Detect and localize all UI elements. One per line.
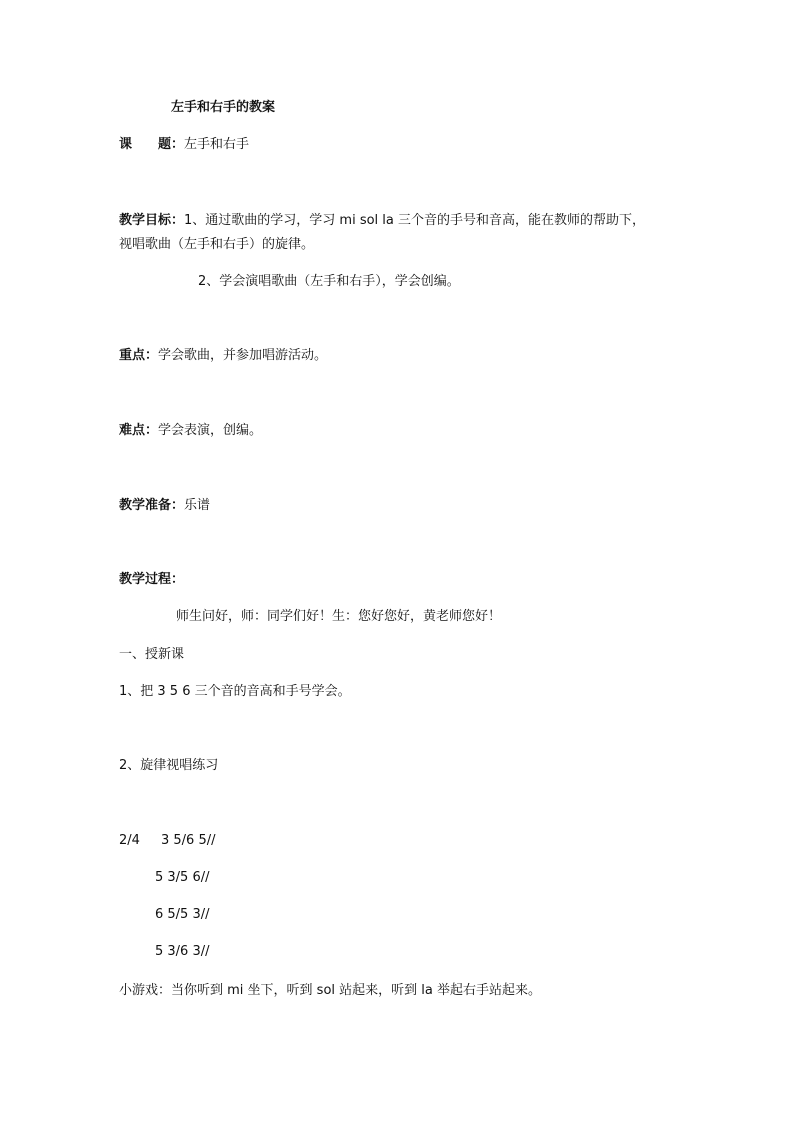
melody-line-1: 3 5/6 5//: [161, 833, 216, 848]
goal-1-line-2: 视唱歌曲（左手和右手）的旋律。: [119, 237, 315, 252]
topic-value: 左手和右手: [184, 137, 250, 152]
goals-row: [119, 212, 645, 230]
key-point-label: 重点：: [119, 348, 159, 363]
topic-row: [119, 136, 249, 154]
goals-label: 教学目标：: [119, 213, 185, 228]
key-point-value: 学会歌曲，并参加唱游活动。: [158, 348, 328, 363]
document-title: 左手和右手的教案: [171, 100, 276, 115]
step-2: 2、旋律视唱练习: [119, 758, 219, 773]
preparation-label: 教学准备：: [119, 498, 185, 513]
greeting-line: 师生问好，师：同学们好！生：您好您好，黄老师您好！: [176, 609, 502, 624]
topic-label: 课 题：: [119, 137, 185, 152]
difficulty-value: 学会表演，创编。: [158, 423, 263, 438]
preparation-value: 乐谱: [184, 498, 211, 513]
goal-1-line-1: 1、通过歌曲的学习，学习 mi sol la 三个音的手号和音高，能在教师的帮助下，: [184, 213, 646, 228]
melody-line-3: 6 5/5 3//: [155, 907, 210, 922]
preparation-row: [119, 497, 210, 515]
melody-line-2: 5 3/5 6//: [155, 870, 210, 885]
game-line: 小游戏：当你听到 mi 坐下，听到 sol 站起来，听到 la 举起右手站起来。: [119, 983, 541, 998]
difficulty-label: 难点：: [119, 423, 159, 438]
melody-line-4: 5 3/6 3//: [155, 944, 210, 959]
key-point-row: [119, 347, 327, 365]
difficulty-row: [119, 422, 262, 440]
section-new-lesson: 一、授新课: [119, 647, 185, 662]
time-signature: 2/4: [119, 833, 140, 848]
goal-2: 2、学会演唱歌曲（左手和右手），学会创编。: [198, 274, 460, 289]
step-1: 1、把 3 5 6 三个音的音高和手号学会。: [119, 684, 351, 699]
process-label: 教学过程：: [119, 572, 185, 587]
